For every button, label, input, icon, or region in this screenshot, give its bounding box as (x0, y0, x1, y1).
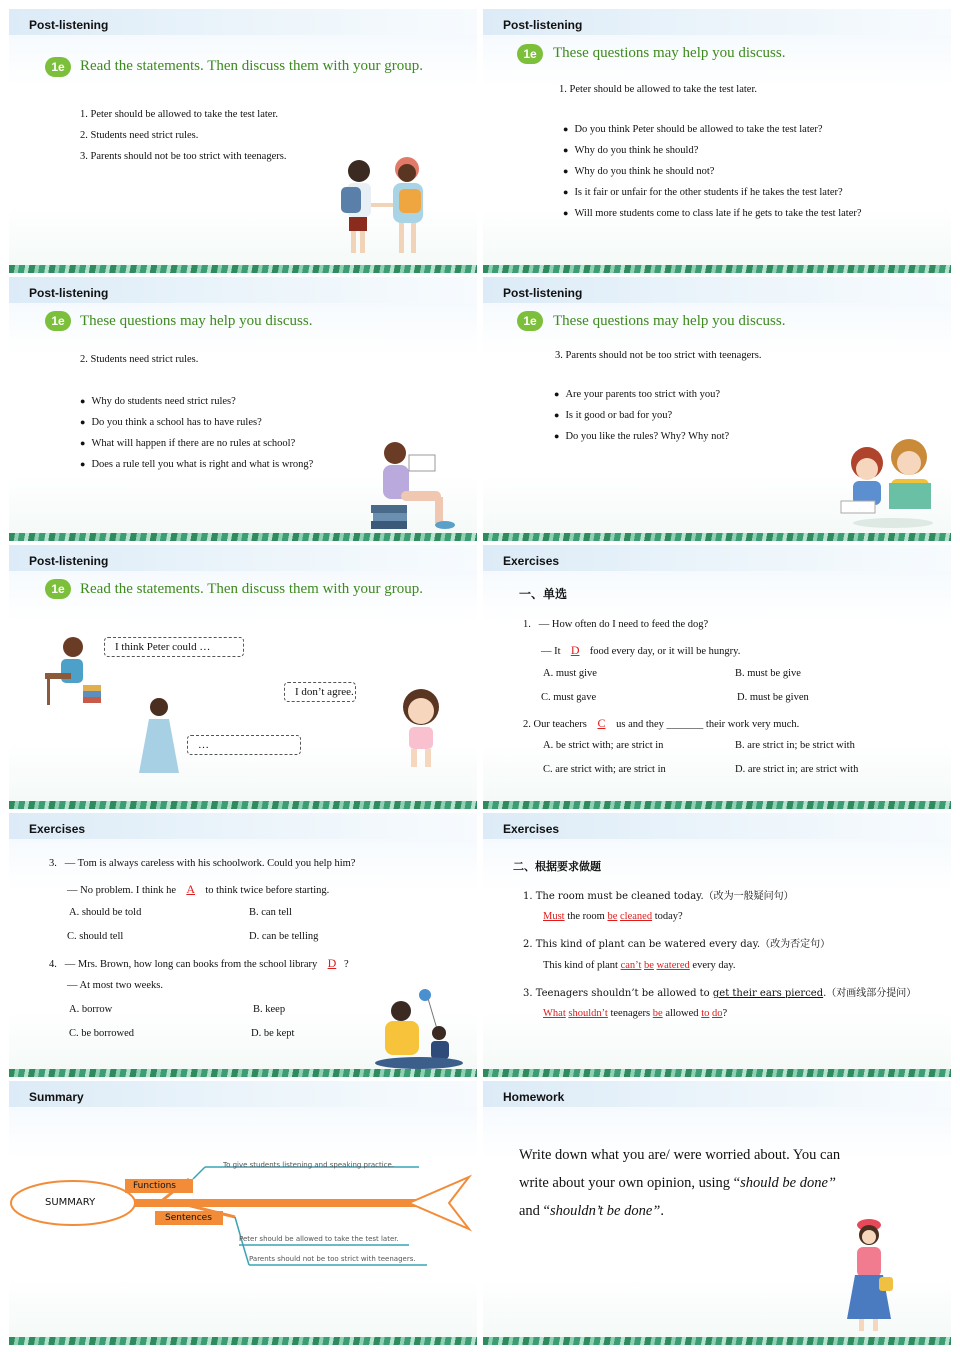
statement: 2. Students need strict rules. (80, 354, 199, 365)
question-5: ● Will more students come to class late if he gets to take the test later? (563, 208, 862, 219)
q4-reply: — At most two weeks. (67, 980, 163, 991)
activity-badge: 1e (45, 579, 71, 599)
walking-girl-illustration (835, 1215, 909, 1337)
question-4: ● Is it fair or unfair for the other students if he takes the test later? (563, 187, 843, 198)
slide-exercises-3 (483, 813, 951, 1077)
slide-heading: These questions may help you discuss. (80, 313, 313, 329)
q1-option-d: D. must be given (737, 692, 809, 703)
activity-badge: 1e (517, 44, 543, 64)
functions-label: Functions (133, 1181, 176, 1191)
item-2-question: 2. This kind of plant can be watered every day.（改为否定句） (523, 939, 831, 950)
item-3-answer: What shouldn’t teenagers be allowed to do? (543, 1008, 728, 1019)
reading-girl-illustration (365, 433, 465, 535)
activity-badge: 1e (517, 311, 543, 331)
item-1-question: 1. The room must be cleaned today.（改为一般疑问句） (523, 891, 794, 902)
speech-bubble-3: … (187, 735, 301, 755)
boy-at-desk-illustration (43, 633, 103, 713)
slide-post-listening-5 (9, 545, 477, 809)
slide-title: Exercises (503, 554, 560, 568)
q3-option-b: B. can tell (249, 907, 292, 918)
summary-fishbone-diagram (9, 1151, 477, 1271)
slide-homework (483, 1081, 951, 1345)
q2-option-b: B. are strict in; be strict with (735, 740, 855, 751)
question-1: ● Do you think Peter should be allowed to take the test later? (563, 124, 823, 135)
slide-title: Exercises (29, 822, 86, 836)
summary-center-label: SUMMARY (45, 1197, 96, 1208)
q3-prompt: 3. — Tom is always careless with his schoolwork. Could you help him? (49, 858, 356, 869)
slide-title: Post-listening (29, 554, 109, 568)
kids-reading-illustration (833, 435, 945, 531)
slide-heading: These questions may help you discuss. (553, 45, 786, 61)
q2-option-d: D. are strict in; are strict with (735, 764, 859, 775)
q4-prompt: 4. — Mrs. Brown, how long can books from the school library D ? (49, 956, 349, 970)
q1-option-a: A. must give (543, 668, 597, 679)
q2-prompt: 2. Our teachers C us and they _______ their work very much. (523, 716, 800, 730)
activity-badge: 1e (45, 311, 71, 331)
functions-text: To give students listening and speaking practice. (223, 1161, 395, 1169)
q4-option-d: D. be kept (251, 1028, 295, 1039)
q1-prompt: 1. — How often do I need to feed the dog? (523, 619, 709, 630)
q2-option-a: A. be strict with; are strict in (543, 740, 664, 751)
slide-summary (9, 1081, 477, 1345)
slide-exercises-1 (483, 545, 951, 809)
slide-heading: Read the statements. Then discuss them with your group. (80, 58, 424, 74)
statement-1: 1. Peter should be allowed to take the test later. (80, 109, 278, 120)
q3-option-c: C. should tell (67, 931, 124, 942)
section-heading: 一、单选 (519, 587, 568, 601)
slide-title: Post-listening (29, 286, 109, 300)
q1-option-c: C. must gave (541, 692, 597, 703)
item-3-question: 3. Teenagers shouldn’t be allowed to get their ears pierced.（对画线部分提问） (523, 988, 917, 999)
slide-heading: These questions may help you discuss. (553, 313, 786, 329)
slide-title: Summary (29, 1090, 84, 1104)
sentence-2: Parents should not be too strict with teenagers. (249, 1255, 416, 1263)
homework-line-1: Write down what you are/ were worried about. You can (519, 1147, 841, 1163)
slide-heading: Read the statements. Then discuss them with your group. (80, 581, 424, 597)
slide-post-listening-4 (483, 277, 951, 541)
slide-title: Exercises (503, 822, 560, 836)
slide-title: Homework (503, 1090, 565, 1104)
sentence-1: Peter should be allowed to take the test later. (239, 1235, 399, 1243)
slide-exercises-2 (9, 813, 477, 1077)
question-2: ● Why do you think he should? (563, 145, 698, 156)
statement-2: 2. Students need strict rules. (80, 130, 199, 141)
section-heading: 二、根据要求做题 (513, 860, 601, 873)
homework-line-2: write about your own opinion, using “should be done” (519, 1175, 836, 1191)
slide-title: Post-listening (503, 18, 583, 32)
q4-option-b: B. keep (253, 1004, 286, 1015)
q1-option-b: B. must be give (735, 668, 801, 679)
question-3: ● Do you like the rules? Why? Why not? (554, 431, 729, 442)
q2-option-c: C. are strict with; are strict in (543, 764, 666, 775)
statement-3: 3. Parents should not be too strict with teenagers. (80, 151, 287, 162)
question-3: ● Why do you think he should not? (563, 166, 714, 177)
father-child-balloon-illustration (375, 985, 475, 1071)
q3-option-d: D. can be telling (249, 931, 319, 942)
slide-title: Post-listening (503, 286, 583, 300)
question-2: ● Is it good or bad for you? (554, 410, 672, 421)
slide-post-listening-3 (9, 277, 477, 541)
q3-blank-line: — No problem. I think he A to think twice before starting. (67, 882, 330, 896)
question-2: ● Do you think a school has to have rules? (80, 417, 262, 428)
homework-line-3: and “shouldn’t be done”. (519, 1203, 664, 1219)
girl-in-dress-illustration (133, 695, 185, 777)
slide-post-listening-1 (9, 9, 477, 273)
speech-bubble-1: I think Peter could … (104, 637, 244, 657)
q3-option-a: A. should be told (69, 907, 142, 918)
statement: 1. Peter should be allowed to take the test later. (559, 84, 757, 95)
item-2-answer: This kind of plant can’t be watered every day. (543, 960, 736, 971)
two-girls-illustration (329, 149, 439, 261)
question-1: ● Are your parents too strict with you? (554, 389, 720, 400)
waving-girl-illustration (395, 685, 447, 773)
speech-bubble-2: I don’t agree. (284, 682, 356, 702)
sentences-label: Sentences (165, 1213, 212, 1223)
question-4: ● Does a rule tell you what is right and what is wrong? (80, 459, 313, 470)
q4-option-a: A. borrow (69, 1004, 113, 1015)
item-1-answer: Must the room be cleaned today? (543, 911, 683, 922)
question-3: ● What will happen if there are no rules at school? (80, 438, 295, 449)
slide-post-listening-2 (483, 9, 951, 273)
q1-blank-line: — It D food every day, or it will be hungry. (541, 643, 741, 657)
statement: 3. Parents should not be too strict with teenagers. (555, 350, 762, 361)
slide-title: Post-listening (29, 18, 109, 32)
activity-badge: 1e (45, 57, 71, 77)
q4-option-c: C. be borrowed (69, 1028, 135, 1039)
question-1: ● Why do students need strict rules? (80, 396, 236, 407)
